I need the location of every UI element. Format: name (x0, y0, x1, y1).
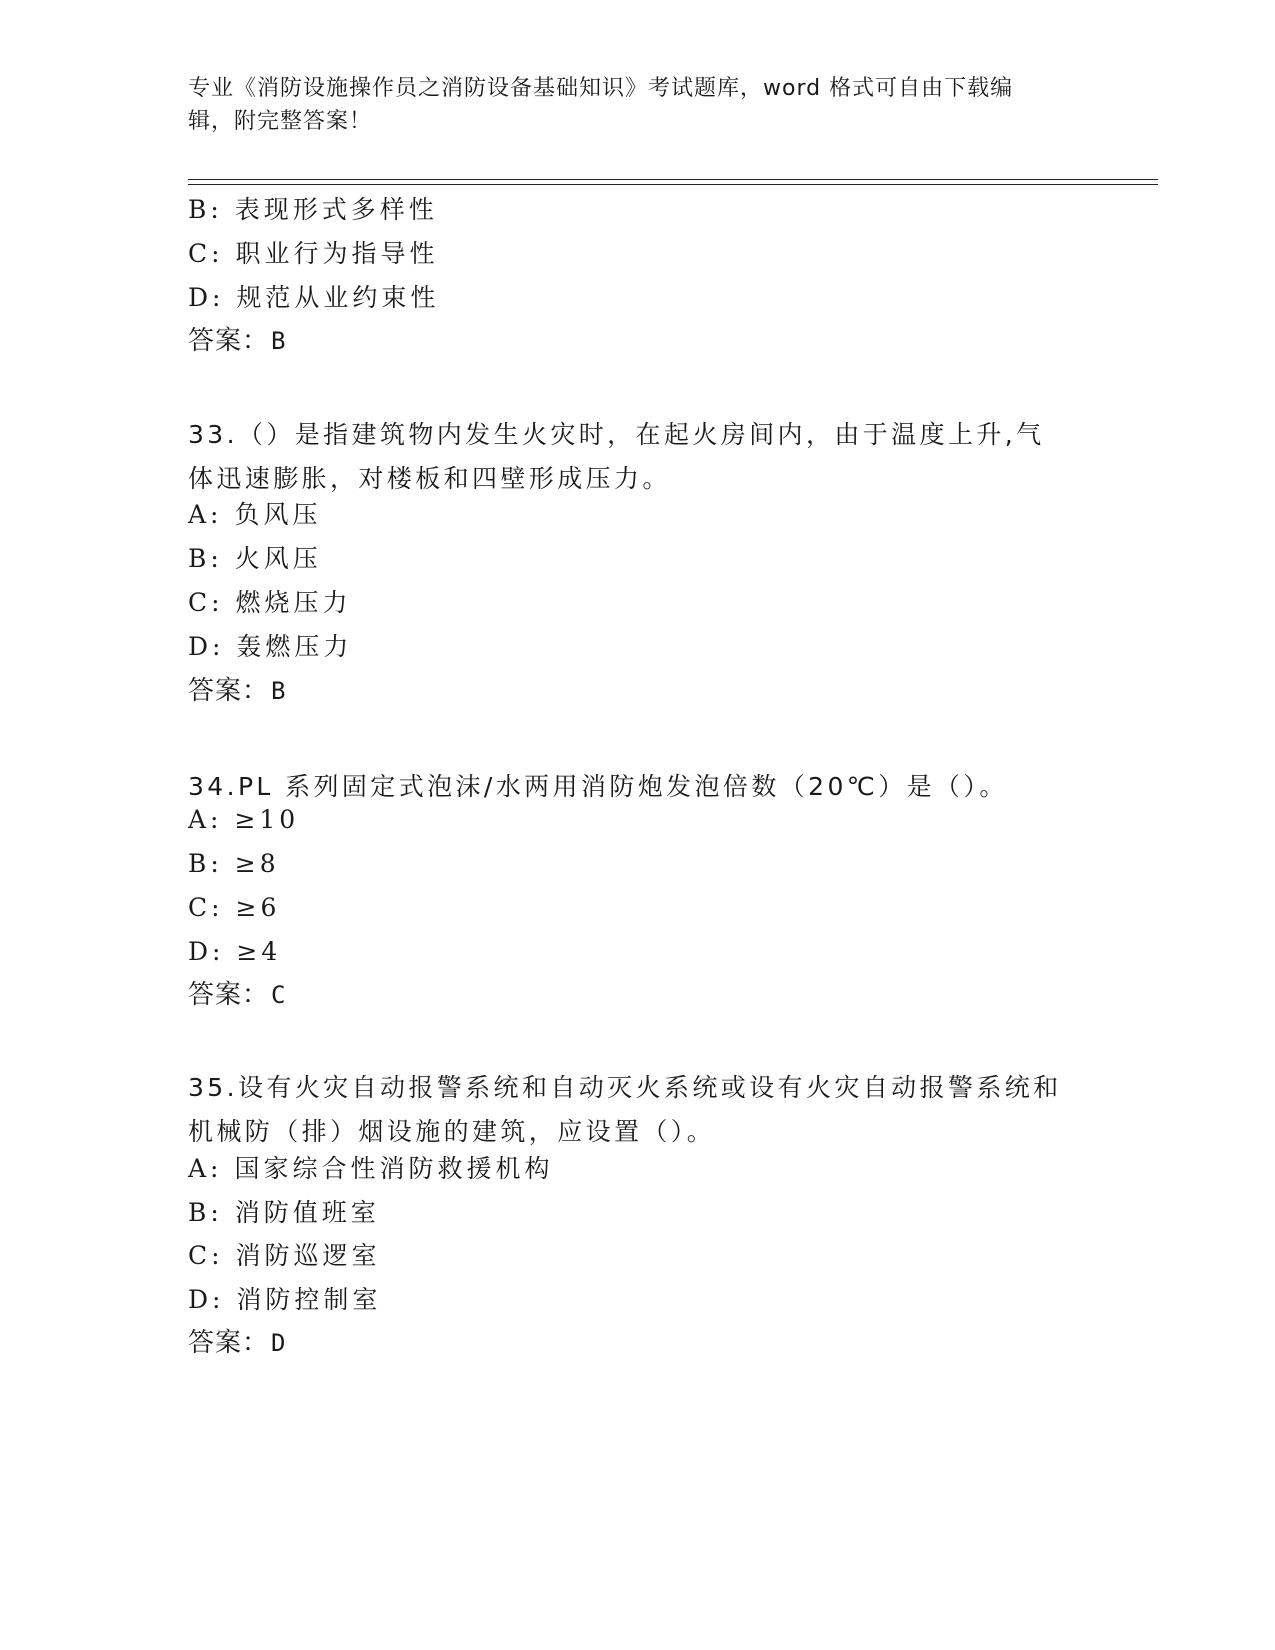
option-c: C: 消防巡逻室 (188, 1241, 381, 1270)
option-d: D: 规范从业约束性 (188, 283, 440, 312)
header-divider-bottom (188, 184, 1158, 185)
option-d: D: ≥4 (188, 937, 282, 966)
option-b: B: 表现形式多样性 (188, 195, 438, 224)
question-35-text: 35.设有火灾自动报警系统和自动灭火系统或设有火灾自动报警系统和 机械防（排）烟设施的建筑，应设置（）。 (188, 1073, 1062, 1146)
answer: 答案：D (188, 1328, 287, 1358)
header-line-2: 辑，附完整答案！ (188, 109, 373, 134)
option-c: C: ≥6 (188, 893, 281, 922)
document-header (188, 72, 1078, 138)
option-b: B: ≥8 (188, 849, 280, 878)
option-b: B: 火风压 (188, 544, 322, 573)
option-c: C: 职业行为指导性 (188, 239, 439, 268)
answer: 答案：C (188, 980, 287, 1010)
header-line-1: 专业《消防设施操作员之消防设备基础知识》考试题库，word 格式可自由下载编 (188, 76, 1014, 101)
question-34-text: 34.PL 系列固定式泡沫/水两用消防炮发泡倍数（20℃）是（）。 (188, 772, 1008, 801)
answer: 答案：B (188, 326, 287, 356)
option-a: A: ≥10 (188, 805, 300, 834)
option-c: C: 燃烧压力 (188, 588, 352, 617)
header-divider-top (188, 179, 1158, 180)
option-b: B: 消防值班室 (188, 1198, 380, 1227)
option-d: D: 消防控制室 (188, 1285, 382, 1314)
option-a: A: 负风压 (188, 500, 322, 529)
option-d: D: 轰燃压力 (188, 632, 353, 661)
question-33-text: 33.（）是指建筑物内发生火灾时，在起火房间内，由于温度上升,气 体迅速膨胀，对楼板和四壁形成压力。 (188, 420, 1045, 493)
answer: 答案：B (188, 676, 287, 706)
option-a: A: 国家综合性消防救援机构 (188, 1154, 554, 1183)
